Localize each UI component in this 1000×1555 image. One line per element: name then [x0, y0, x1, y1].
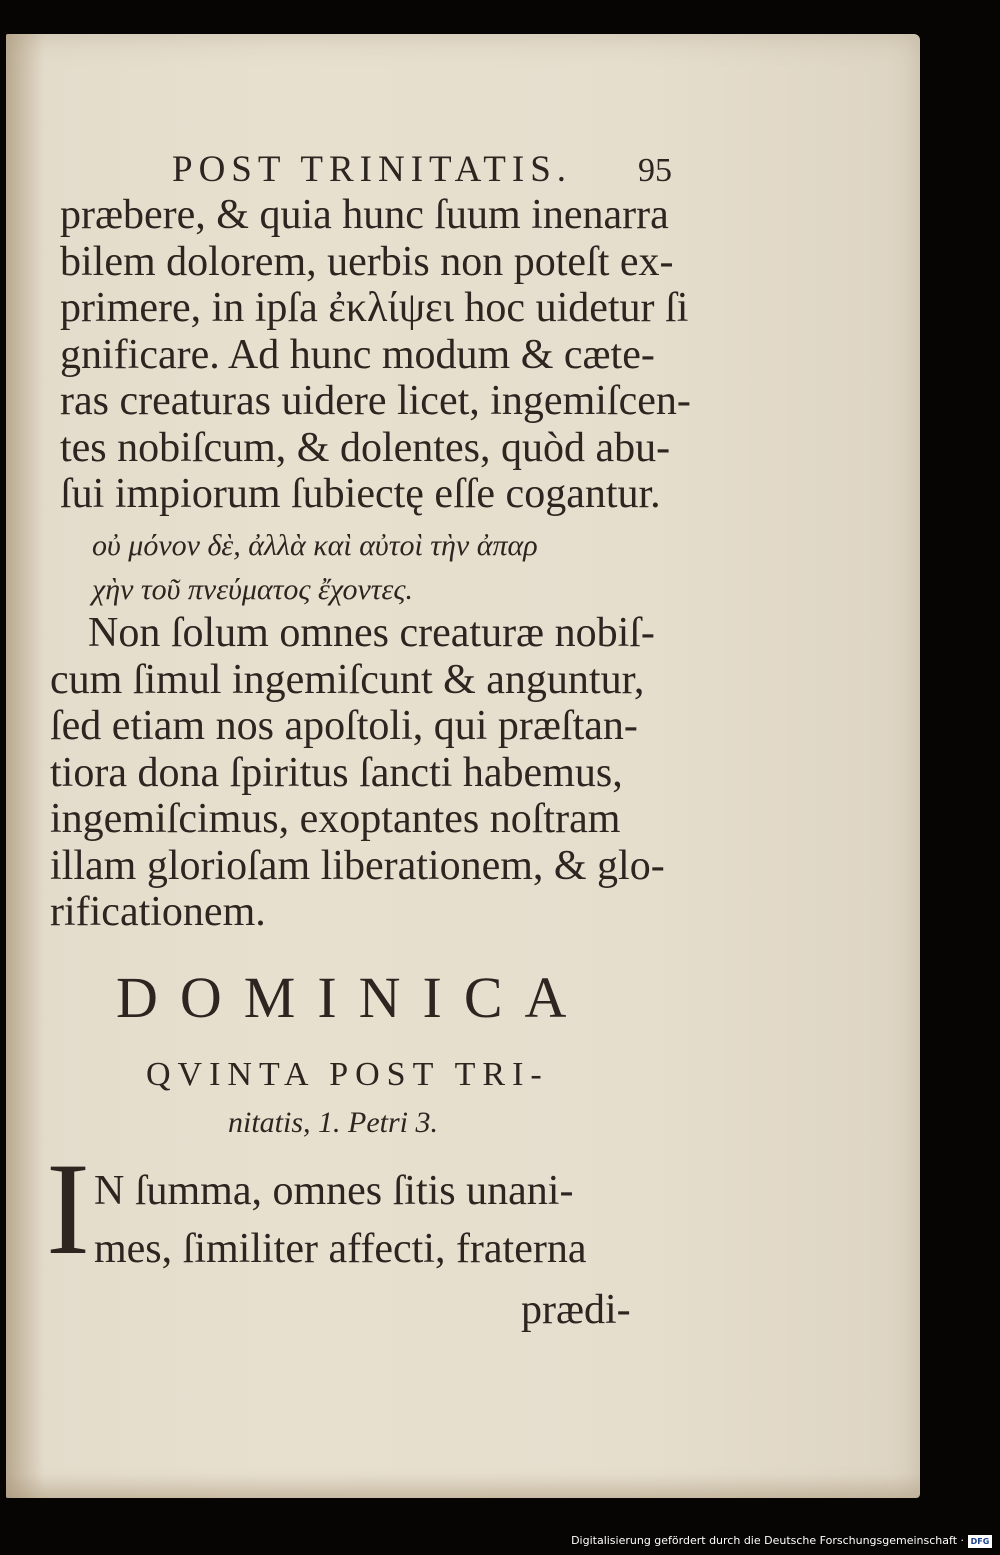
text-line: Non ſolum omnes creaturæ nobiſ-: [88, 610, 655, 656]
page-number: 95: [638, 152, 672, 189]
running-head: POST TRINITATIS.: [172, 149, 573, 190]
text-line: ſui impiorum ſubiectę eſſe cogantur.: [60, 471, 661, 517]
page-gutter-shadow: [6, 34, 46, 1498]
greek-line: χὴν τοῦ πνεύματος ἔχοντες.: [92, 573, 413, 606]
section-heading: DOMINICA: [116, 965, 589, 1030]
text-line: ras creaturas uidere licet, ingemiſcen-: [60, 378, 691, 424]
text-line: ſed etiam nos apoſtoli, qui præſtan-: [50, 703, 638, 749]
paragraph-2: [50, 610, 665, 936]
text-line: illam glorioſam liberationem, & glo-: [50, 842, 665, 889]
text-line: gnificare. Ad hunc modum & cæte-: [60, 331, 655, 378]
scripture-reference: nitatis, 1. Petri 3.: [228, 1106, 438, 1139]
dfg-logo: DFG: [968, 1535, 992, 1548]
text-line: præbere, & quia hunc ſuum inenarra: [60, 192, 669, 238]
drop-cap: I: [46, 1135, 90, 1282]
text-line: mes, ſimiliter affecti, fraterna: [94, 1226, 587, 1272]
paragraph-3: [94, 1162, 587, 1278]
text-line: rificationem.: [50, 889, 266, 935]
text-line: tiora dona ſpiritus ſancti habemus,: [50, 749, 623, 796]
page-bottom-edge: [6, 1474, 920, 1498]
catchword: prædi-: [521, 1287, 631, 1333]
text-line: bilem dolorem, uerbis non poteſt ex-: [60, 238, 674, 285]
text-line: primere, in ipſa ἐκλίψει hoc uidetur ſi: [60, 285, 689, 331]
text-line: ingemiſcimus, exoptantes noſtram: [50, 796, 621, 842]
text-line: tes nobiſcum, & dolentes, quòd abu-: [60, 424, 671, 471]
text-line: N ſumma, omnes ſitis unani-: [94, 1168, 574, 1214]
text-line: cum ſimul ingemiſcunt & anguntur,: [50, 656, 645, 703]
section-subheading: QVINTA POST TRI-: [146, 1056, 549, 1093]
greek-quotation: [92, 524, 538, 612]
digitization-credit: Digitalisierung gefördert durch die Deutsche Forschungsgemeinschaft ·: [571, 1534, 964, 1547]
greek-line: οὐ μόνον δὲ, ἀλλὰ καὶ αὐτοὶ τὴν ἀπαρ: [92, 529, 538, 562]
book-page: [6, 34, 920, 1498]
paragraph-1: [60, 192, 691, 518]
